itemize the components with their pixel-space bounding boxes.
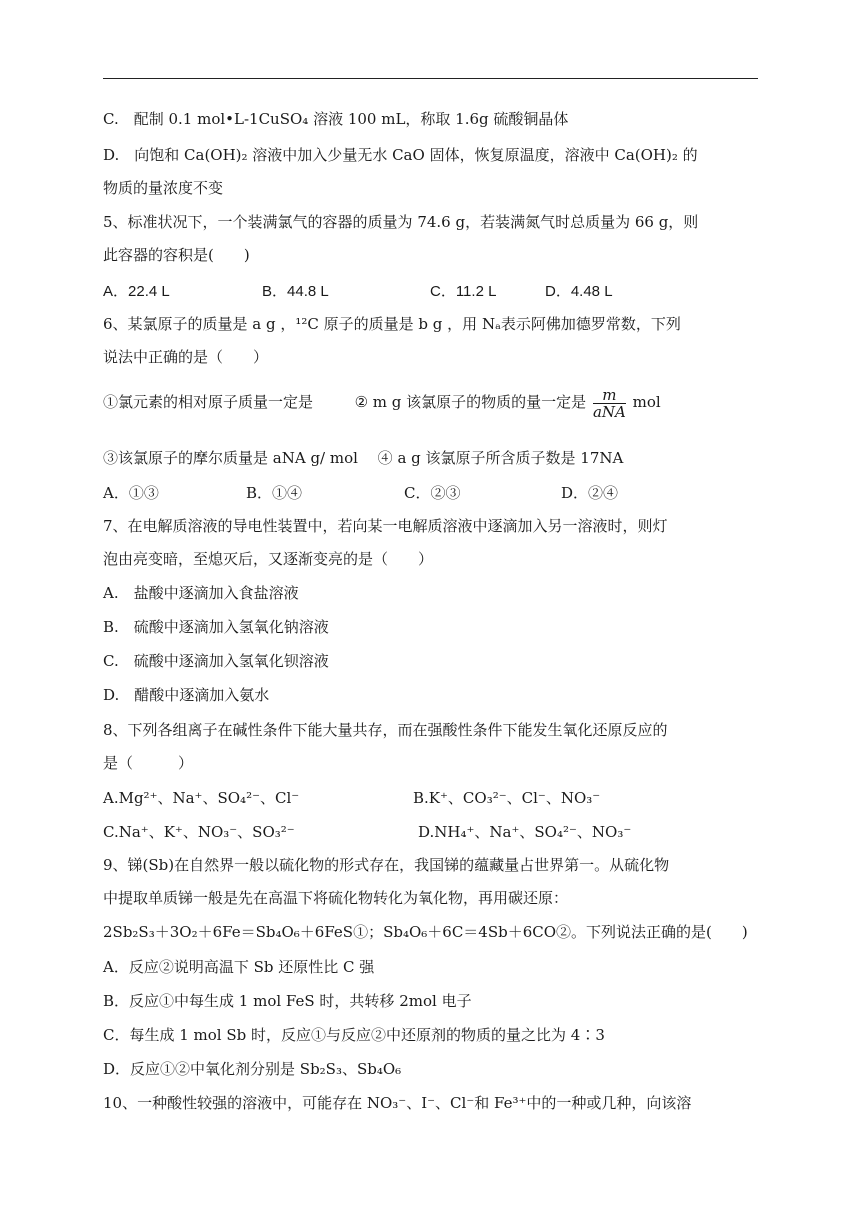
fraction-numerator: m <box>593 387 626 404</box>
q6-stem: 6、某氯原子的质量是 a g ，¹²C 原子的质量是 b g ，用 Nₐ表示阿佛加德罗常数，下列 <box>103 315 681 333</box>
q7-option-d: D. 醋酸中逐滴加入氨水 <box>103 686 270 704</box>
q6-option-a: A．①③ <box>103 484 159 502</box>
q6-option-c: C．②③ <box>404 484 461 502</box>
q7-option-a: A. 盐酸中逐滴加入食盐溶液 <box>103 584 299 602</box>
q8-stem-cont: 是（ ） <box>103 754 194 772</box>
q5-stem: 5、标准状况下，一个装满氯气的容器的质量为 74.6 g，若装满氮气时总质量为 66 g，则 <box>103 213 699 231</box>
q7-option-c: C. 硫酸中逐滴加入氢氧化钡溶液 <box>103 652 329 670</box>
fraction-denominator: aNA <box>592 402 626 421</box>
q5-option-d: D．4.48 L <box>545 283 613 300</box>
q5-option-a: A．22.4 L <box>103 283 170 300</box>
q9-equations: 2Sb₂S₃＋3O₂＋6Fe＝Sb₄O₆＋6FeS①；Sb₄O₆＋6C＝4Sb＋6CO②。下列说法正确的是( ) <box>103 923 748 941</box>
q8-option-d: D.NH₄⁺、Na⁺、SO₄²⁻、NO₃⁻ <box>418 823 632 841</box>
q6-stem-cont: 说法中正确的是（ ） <box>103 348 269 366</box>
q9-option-a: A．反应②说明高温下 Sb 还原性比 C 强 <box>103 958 375 976</box>
q7-option-b: B. 硫酸中逐滴加入氢氧化钠溶液 <box>103 618 329 636</box>
q9-option-b: B．反应①中每生成 1 mol FeS 时，共转移 2mol 电子 <box>103 992 472 1010</box>
q6-statement-2-unit: mol <box>632 393 661 411</box>
q6-option-b: B．①④ <box>246 484 303 502</box>
q8-option-a: A.Mg²⁺、Na⁺、SO₄²⁻、Cl⁻ <box>103 789 300 807</box>
q9-option-d: D．反应①②中氧化剂分别是 Sb₂S₃、Sb₄O₆ <box>103 1060 402 1078</box>
header-rule <box>103 78 758 79</box>
q9-option-c: C．每生成 1 mol Sb 时，反应①与反应②中还原剂的物质的量之比为 4∶3 <box>103 1026 605 1044</box>
q5-option-c: C．11.2 L <box>430 283 497 300</box>
q8-option-b: B.K⁺、CO₃²⁻、Cl⁻、NO₃⁻ <box>413 789 601 807</box>
fraction <box>593 387 626 420</box>
q4-option-c: C. 配制 0.1 mol•L-1CuSO₄ 溶液 100 mL，称取 1.6g 硫酸铜晶体 <box>103 110 569 128</box>
q6-option-d: D．②④ <box>561 484 619 502</box>
q9-stem: 9、锑(Sb)在自然界一般以硫化物的形式存在，我国锑的蕴藏量占世界第一。从硫化物 <box>103 856 670 874</box>
q6-statement-1-2 <box>103 385 661 420</box>
q6-statement-1: ①氯元素的相对原子质量一定是 <box>103 393 314 411</box>
q8-stem: 8、下列各组离子在碱性条件下能大量共存，而在强酸性条件下能发生氧化还原反应的 <box>103 721 668 739</box>
q6-statement-2: ② m g 该氯原子的物质的量一定是 <box>354 393 587 411</box>
q9-stem-cont: 中提取单质锑一般是先在高温下将硫化物转化为氧化物，再用碳还原： <box>103 889 569 907</box>
q5-stem-cont: 此容器的容积是( ) <box>103 246 250 264</box>
q4-option-d-cont: 物质的量浓度不变 <box>103 179 224 197</box>
q7-stem: 7、在电解质溶液的导电性装置中，若向某一电解质溶液中逐滴加入另一溶液时，则灯 <box>103 517 668 535</box>
q6-statement-3-4: ③该氯原子的摩尔质量是 aNA g/ mol ④ a g 该氯原子所含质子数是 17NA <box>103 449 624 467</box>
q4-option-d: D. 向饱和 Ca(OH)₂ 溶液中加入少量无水 CaO 固体，恢复原温度，溶液中 Ca(OH)₂ 的 <box>103 146 698 164</box>
q7-stem-cont: 泡由亮变暗，至熄灭后，又逐渐变亮的是（ ） <box>103 550 434 568</box>
q5-option-b: B．44.8 L <box>262 283 329 300</box>
q10-stem: 10、一种酸性较强的溶液中，可能存在 NO₃⁻、I⁻、Cl⁻和 Fe³⁺中的一种或几种，向该溶 <box>103 1094 692 1112</box>
q8-option-c: C.Na⁺、K⁺、NO₃⁻、SO₃²⁻ <box>103 823 295 841</box>
